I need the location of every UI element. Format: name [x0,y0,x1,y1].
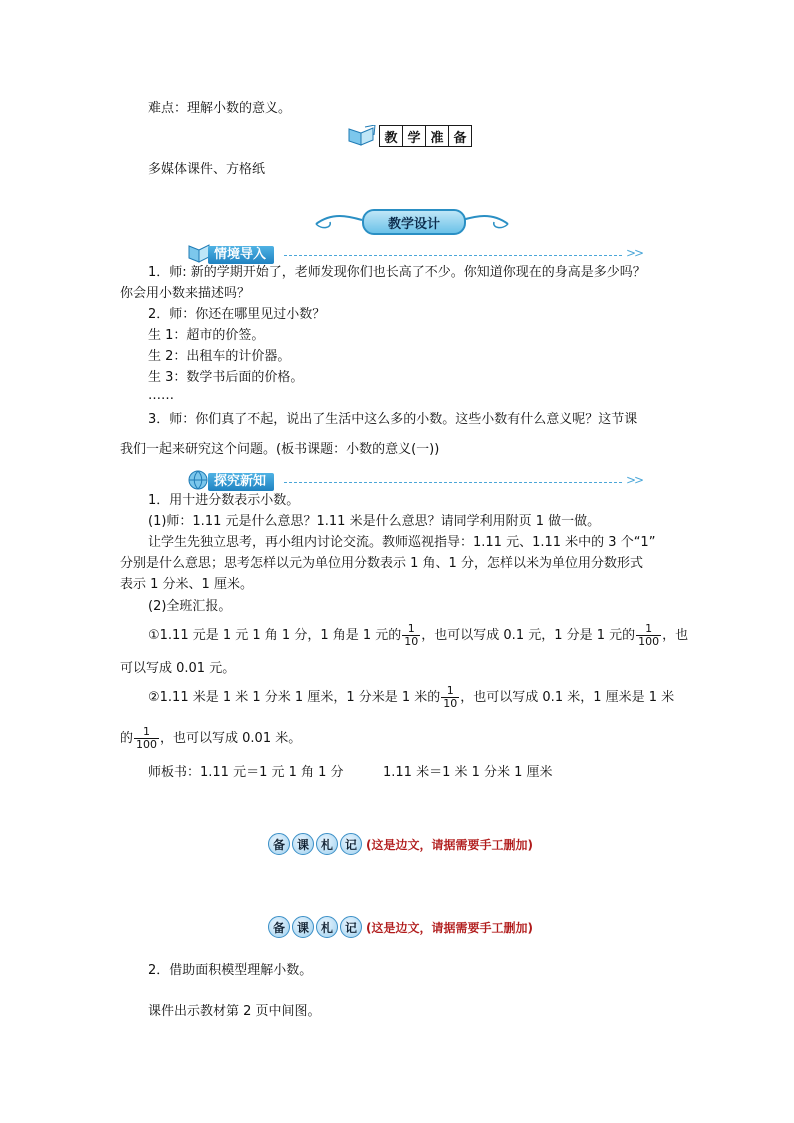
note-char: 备 [268,833,290,855]
divider [284,255,622,256]
note-char: 札 [316,833,338,855]
note-char: 备 [268,916,290,938]
board-yuan: 师板书：1.11 元＝1 元 1 角 1 分 [148,765,344,780]
board-mi: 1.11 米＝1 米 1 分米 1 厘米 [383,765,553,780]
prep-char: 备 [448,126,471,146]
mi-line: ②1.11 米是 1 米 1 分米 1 厘米，1 分米是 1 米的 $\frac{1}{10}$ ，也可以写成 0.1 米，1 厘米是 1 米 [148,684,675,710]
intro-p3a: 3．师：你们真了不起，说出了生活中这么多的小数。这些小数有什么意义呢？这节课 [148,412,638,427]
prep-materials: 多媒体课件、方格纸 [148,162,266,177]
note-hint: (这是边文，请据需要手工删加) [366,837,533,852]
explore-report: (2)全班汇报。 [148,599,232,614]
intro-s1: 生 1：超市的价签。 [148,328,265,343]
intro-p3b: 我们一起来研究这个问题。(板书课题：小数的意义(一)) [120,442,440,457]
teaching-prep-badge [347,124,472,148]
fraction-one-tenth: $\frac{1}{10}$ [443,684,458,710]
note-char: 课 [292,833,314,855]
note-char: 记 [340,916,362,938]
lesson-notes-marker [268,833,533,855]
double-chevron-icon: >> [626,473,643,487]
intro-p1a: 1．师: 新的学期开始了，老师发现你们也长高了不少。你知道你现在的身高是多少吗？ [148,265,646,280]
part2-line: 课件出示教材第 2 页中间图。 [148,1004,321,1019]
prep-char: 学 [402,126,425,146]
explore-title: 探究新知 [208,473,274,491]
intro-title: 情境导入 [208,246,274,264]
explore-q1: (1)师：1.11 元是什么意思？1.11 米是什么意思？请同学利用附页 1 做一做。 [148,514,601,529]
fraction-one-hundredth: $\frac{1}{100}$ [136,725,158,751]
fraction-one-tenth: $\frac{1}{10}$ [404,622,419,648]
explore-g2: 分别是什么意思；思考怎样以元为单位用分数表示 1 角、1 分，怎样以米为单位用分数形式 [120,556,643,571]
intro-s3: 生 3：数学书后面的价格。 [148,370,304,385]
yuan-line-2: 可以写成 0.01 元。 [120,661,236,676]
section-intro-header [186,244,646,264]
note-hint: (这是边文，请据需要手工删加) [366,920,533,935]
part2-h2: 2．借助面积模型理解小数。 [148,963,313,978]
difficulty-line: 难点：理解小数的意义。 [148,101,292,116]
prep-char: 准 [425,126,448,146]
book-icon [347,125,377,147]
explore-g3: 表示 1 分米、1 厘米。 [120,577,253,592]
intro-p2: 2．师：你还在哪里见过小数？ [148,307,326,322]
divider [284,482,622,483]
double-chevron-icon: >> [626,246,643,260]
lesson-notes-marker [268,916,533,938]
note-char: 课 [292,916,314,938]
mi-line-2: 的 $\frac{1}{100}$ ，也可以写成 0.01 米。 [120,725,302,751]
yuan-line: ①1.11 元是 1 元 1 角 1 分，1 角是 1 元的 $\frac{1}{10}$ ，也可以写成 0.1 元，1 分是 1 元的 $\frac{1}{100}$ ，也 [148,622,689,648]
explore-g1: 让学生先独立思考，再小组内讨论交流。教师巡视指导：1.11 元、1.11 米中的 3 个“1” [148,535,656,550]
intro-s2: 生 2：出租车的计价器。 [148,349,291,364]
fraction-one-hundredth: $\frac{1}{100}$ [638,622,660,648]
design-title: 教学设计 [362,209,466,235]
intro-p1b: 你会用小数来描述吗？ [120,286,251,301]
section-explore-header [186,471,646,491]
explore-h1: 1．用十进分数表示小数。 [148,493,300,508]
note-char: 札 [316,916,338,938]
prep-char: 教 [384,130,398,146]
intro-dots: …… [148,388,174,403]
note-char: 记 [340,833,362,855]
teaching-design-banner [312,206,512,236]
